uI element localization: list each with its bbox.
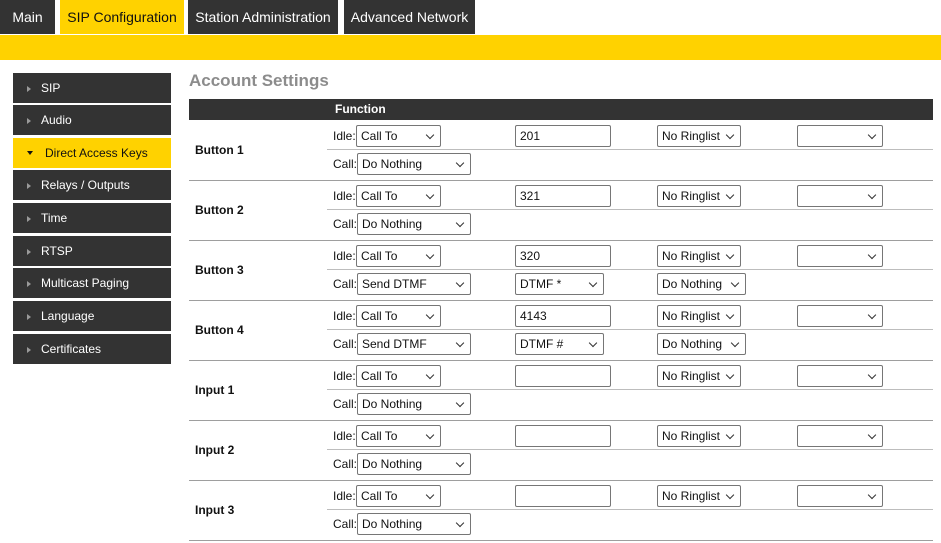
chevron-down-icon [868,251,876,259]
caret-right-icon [27,118,31,124]
select-value: Do Nothing [362,457,423,471]
select-value: Do Nothing [362,397,423,411]
chevron-down-icon [456,159,464,167]
chevron-down-icon [589,339,597,347]
select-value: Call To [361,189,398,203]
account-select[interactable] [797,245,883,267]
table-row-input-1 [189,360,933,420]
ringlist-select[interactable] [657,125,741,147]
chevron-down-icon [426,431,434,439]
select-value: Do Nothing [362,517,423,531]
idle-action-select[interactable] [356,365,441,387]
chevron-down-icon [868,311,876,319]
row-name: Button 2 [195,203,244,217]
call-label: Call: [333,277,358,291]
select-value: Call To [361,489,398,503]
caret-right-icon [27,216,31,222]
top-navigation [0,0,941,34]
chevron-down-icon [456,459,464,467]
chevron-down-icon [456,279,464,287]
call-action-select[interactable] [357,513,471,535]
sidebar-item-label: SIP [41,81,61,95]
sidebar-item-direct-access-keys[interactable] [13,138,171,168]
select-value: Call To [361,369,398,383]
chevron-down-icon [589,279,597,287]
sidebar-item-sip[interactable] [13,73,171,103]
caret-right-icon [27,183,31,189]
ringlist-select[interactable] [657,305,741,327]
idle-label: Idle: [333,489,356,503]
idle-label: Idle: [333,369,356,383]
divider [189,540,933,541]
chevron-down-icon [868,371,876,379]
sidebar-item-label: Relays / Outputs [41,178,130,192]
dtmf-select[interactable] [515,273,604,295]
call-action-select[interactable] [357,393,471,415]
accent-bar [0,35,941,60]
chevron-down-icon [456,399,464,407]
chevron-down-icon [868,191,876,199]
idle-action-select[interactable] [356,185,441,207]
call-action-select[interactable] [357,333,471,355]
account-select[interactable] [797,185,883,207]
select-value: Do Nothing [662,337,723,351]
page-title: Account Settings [189,71,329,90]
sidebar-item-label: RTSP [41,244,73,258]
chevron-down-icon [726,251,734,259]
caret-right-icon [27,86,31,92]
caret-right-icon [27,249,31,255]
sidebar-item-label: Language [41,309,95,323]
chevron-down-icon [868,431,876,439]
table-row-input-2 [189,420,933,480]
chevron-down-icon [456,219,464,227]
select-value: Call To [361,309,398,323]
dtmf-select[interactable] [515,333,604,355]
chevron-down-icon [731,339,739,347]
idle-number-input[interactable] [515,365,611,387]
table-row-input-3 [189,480,933,540]
chevron-down-icon [456,339,464,347]
select-value: Do Nothing [662,277,723,291]
select-value: No Ringlist [662,189,721,203]
select-value: Call To [361,129,398,143]
chevron-down-icon [426,131,434,139]
row-name: Input 1 [195,383,235,397]
select-value: No Ringlist [662,429,721,443]
sidebar-item-certificates[interactable] [13,334,171,364]
select-value: Do Nothing [362,217,423,231]
divider [327,389,933,390]
caret-right-icon [27,281,31,287]
after-dtmf-select[interactable] [657,333,746,355]
idle-label: Idle: [333,189,356,203]
function-column-header: Function [335,102,386,116]
sidebar-item-label: Certificates [41,342,102,356]
caret-down-icon [27,151,33,155]
account-select[interactable] [797,125,883,147]
sidebar-item-label: Audio [41,113,72,127]
ringlist-select[interactable] [657,425,741,447]
sidebar-item-label: Time [41,211,68,225]
table-row-button-4 [189,300,933,360]
sidebar-item-time[interactable] [13,203,171,233]
chevron-down-icon [426,191,434,199]
select-value: No Ringlist [662,369,721,383]
idle-action-select[interactable] [356,245,441,267]
idle-label: Idle: [333,309,356,323]
account-select[interactable] [797,485,883,507]
select-value: No Ringlist [662,309,721,323]
chevron-down-icon [726,491,734,499]
select-value: No Ringlist [662,489,721,503]
chevron-down-icon [456,519,464,527]
chevron-down-icon [426,371,434,379]
after-dtmf-select[interactable] [657,273,746,295]
call-label: Call: [333,157,358,171]
divider [327,269,933,270]
ringlist-select[interactable] [657,365,741,387]
idle-number-input[interactable]: 321 [515,185,611,207]
divider [327,449,933,450]
sidebar-item-relays-outputs[interactable] [13,170,171,200]
select-value: No Ringlist [662,249,721,263]
select-value: Call To [361,429,398,443]
divider [327,329,933,330]
idle-action-select[interactable] [356,125,441,147]
table-row-button-3 [189,240,933,300]
sidebar-item-label: Multicast Paging [41,276,130,290]
idle-number-input[interactable]: 4143 [515,305,611,327]
chevron-down-icon [726,371,734,379]
ringlist-select[interactable] [657,485,741,507]
caret-right-icon [27,347,31,353]
table-row-button-1 [189,120,933,180]
chevron-down-icon [726,191,734,199]
select-value: Do Nothing [362,157,423,171]
chevron-down-icon [726,431,734,439]
chevron-down-icon [426,251,434,259]
table-header [189,99,933,120]
select-value: DTMF # [520,337,564,351]
divider [327,149,933,150]
select-value: Call To [361,249,398,263]
tab-main[interactable]: Main [0,0,55,34]
sidebar-item-rtsp[interactable] [13,236,171,266]
divider [327,509,933,510]
chevron-down-icon [726,131,734,139]
row-name: Button 4 [195,323,244,337]
select-value: Send DTMF [362,277,427,291]
idle-label: Idle: [333,249,356,263]
divider [327,209,933,210]
row-name: Button 1 [195,143,244,157]
idle-number-input[interactable]: 201 [515,125,611,147]
call-label: Call: [333,217,358,231]
idle-action-select[interactable] [356,425,441,447]
select-value: DTMF * [520,277,562,291]
chevron-down-icon [731,279,739,287]
idle-number-input[interactable] [515,425,611,447]
tab-station-administration[interactable]: Station Administration [188,0,338,34]
sidebar-item-language[interactable] [13,301,171,331]
call-label: Call: [333,457,358,471]
sidebar-item-multicast-paging[interactable] [13,268,171,298]
call-action-select[interactable] [357,273,471,295]
row-name: Input 2 [195,443,235,457]
ringlist-select[interactable] [657,185,741,207]
call-action-select[interactable] [357,453,471,475]
chevron-down-icon [726,311,734,319]
chevron-down-icon [426,311,434,319]
idle-label: Idle: [333,129,356,143]
call-label: Call: [333,397,358,411]
account-select[interactable] [797,305,883,327]
idle-number-input[interactable]: 320 [515,245,611,267]
idle-action-select[interactable] [356,305,441,327]
call-label: Call: [333,337,358,351]
call-action-select[interactable] [357,213,471,235]
select-value: No Ringlist [662,129,721,143]
chevron-down-icon [868,491,876,499]
idle-action-select[interactable] [356,485,441,507]
ringlist-select[interactable] [657,245,741,267]
row-name: Input 3 [195,503,235,517]
chevron-down-icon [868,131,876,139]
account-select[interactable] [797,425,883,447]
call-action-select[interactable] [357,153,471,175]
select-value: Send DTMF [362,337,427,351]
sidebar-item-label: Direct Access Keys [45,146,148,160]
idle-number-input[interactable] [515,485,611,507]
sidebar-item-audio[interactable] [13,105,171,135]
table-row-button-2 [189,180,933,240]
call-label: Call: [333,517,358,531]
row-name: Button 3 [195,263,244,277]
tab-sip-configuration[interactable]: SIP Configuration [60,0,184,34]
account-select[interactable] [797,365,883,387]
idle-label: Idle: [333,429,356,443]
caret-right-icon [27,314,31,320]
chevron-down-icon [426,491,434,499]
tab-advanced-network[interactable]: Advanced Network [344,0,475,34]
